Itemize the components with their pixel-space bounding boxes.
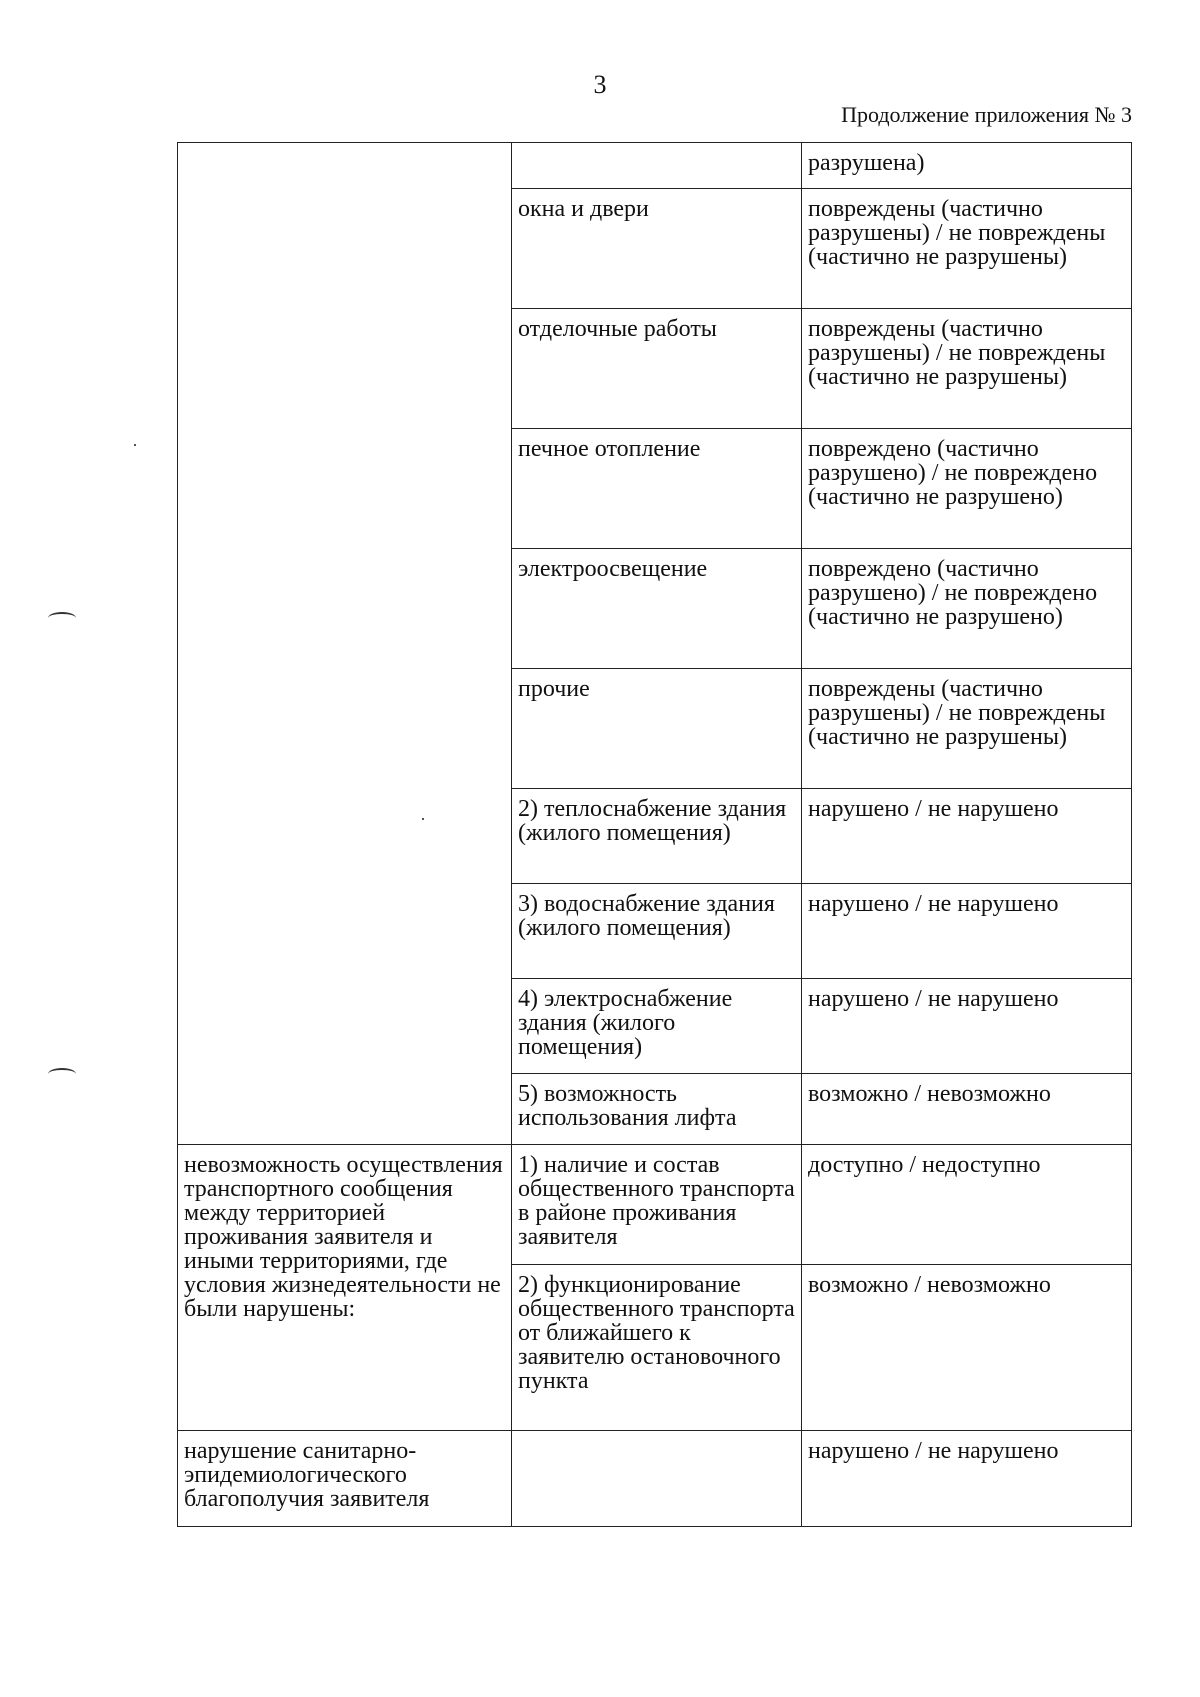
table-cell-item: прочие xyxy=(512,669,802,789)
table-cell-item: 1) наличие и состав общественного транспорта в районе проживания заявителя xyxy=(512,1145,802,1265)
table-cell-status: возможно / невозможно xyxy=(802,1074,1132,1145)
table-cell-status: повреждены (частично разрушены) / не повреждены (частично не разрушены) xyxy=(802,669,1132,789)
table-cell-item: 2) теплоснабжение здания (жилого помещения) xyxy=(512,789,802,884)
table-row xyxy=(178,1145,1132,1265)
scan-punch-mark xyxy=(48,612,76,624)
table-cell-item xyxy=(512,143,802,189)
table-cell-status: разрушена) xyxy=(802,143,1132,189)
table-cell-item xyxy=(512,1431,802,1527)
page-number: 3 xyxy=(593,70,607,99)
table-cell-status: нарушено / не нарушено xyxy=(802,1431,1132,1527)
table-cell-item: печное отопление xyxy=(512,429,802,549)
table-cell-status: повреждены (частично разрушены) / не повреждены (частично не разрушены) xyxy=(802,189,1132,309)
table-cell-status: доступно / недоступно xyxy=(802,1145,1132,1265)
table-row xyxy=(178,143,1132,189)
table-cell-item: 5) возможность использования лифта xyxy=(512,1074,802,1145)
table-cell-status: нарушено / не нарушено xyxy=(802,789,1132,884)
scan-speck xyxy=(422,818,424,820)
scan-speck xyxy=(134,444,136,446)
table-cell-item: окна и двери xyxy=(512,189,802,309)
table-cell-status: нарушено / не нарушено xyxy=(802,884,1132,979)
table-cell-status: повреждено (частично разрушено) / не повреждено (частично не разрушено) xyxy=(802,549,1132,669)
assessment-table xyxy=(177,142,1132,1527)
table-cell-category: нарушение санитарно-эпидемиологического благополучия заявителя xyxy=(178,1431,512,1527)
table-cell-item: отделочные работы xyxy=(512,309,802,429)
continuation-label: Продолжение приложения № 3 xyxy=(841,102,1132,127)
table-cell-status: повреждено (частично разрушено) / не повреждено (частично не разрушено) xyxy=(802,429,1132,549)
scan-punch-mark xyxy=(48,1068,76,1080)
table-cell-empty xyxy=(178,143,512,1145)
table-cell-item: 2) функционирование общественного транспорта от ближайшего к заявителю остановочного пункта xyxy=(512,1265,802,1431)
table-cell-category: невозможность осуществления транспортного сообщения между территорией проживания заявителя и иными территориями, где условия жизнедеятельности не были нарушены: xyxy=(178,1145,512,1431)
table-cell-status: возможно / невозможно xyxy=(802,1265,1132,1431)
table-cell-status: повреждены (частично разрушены) / не повреждены (частично не разрушены) xyxy=(802,309,1132,429)
table-cell-status: нарушено / не нарушено xyxy=(802,979,1132,1074)
table-cell-item: электроосвещение xyxy=(512,549,802,669)
table-cell-item: 3) водоснабжение здания (жилого помещения) xyxy=(512,884,802,979)
table-row xyxy=(178,1431,1132,1527)
table-cell-item: 4) электроснабжение здания (жилого помещения) xyxy=(512,979,802,1074)
